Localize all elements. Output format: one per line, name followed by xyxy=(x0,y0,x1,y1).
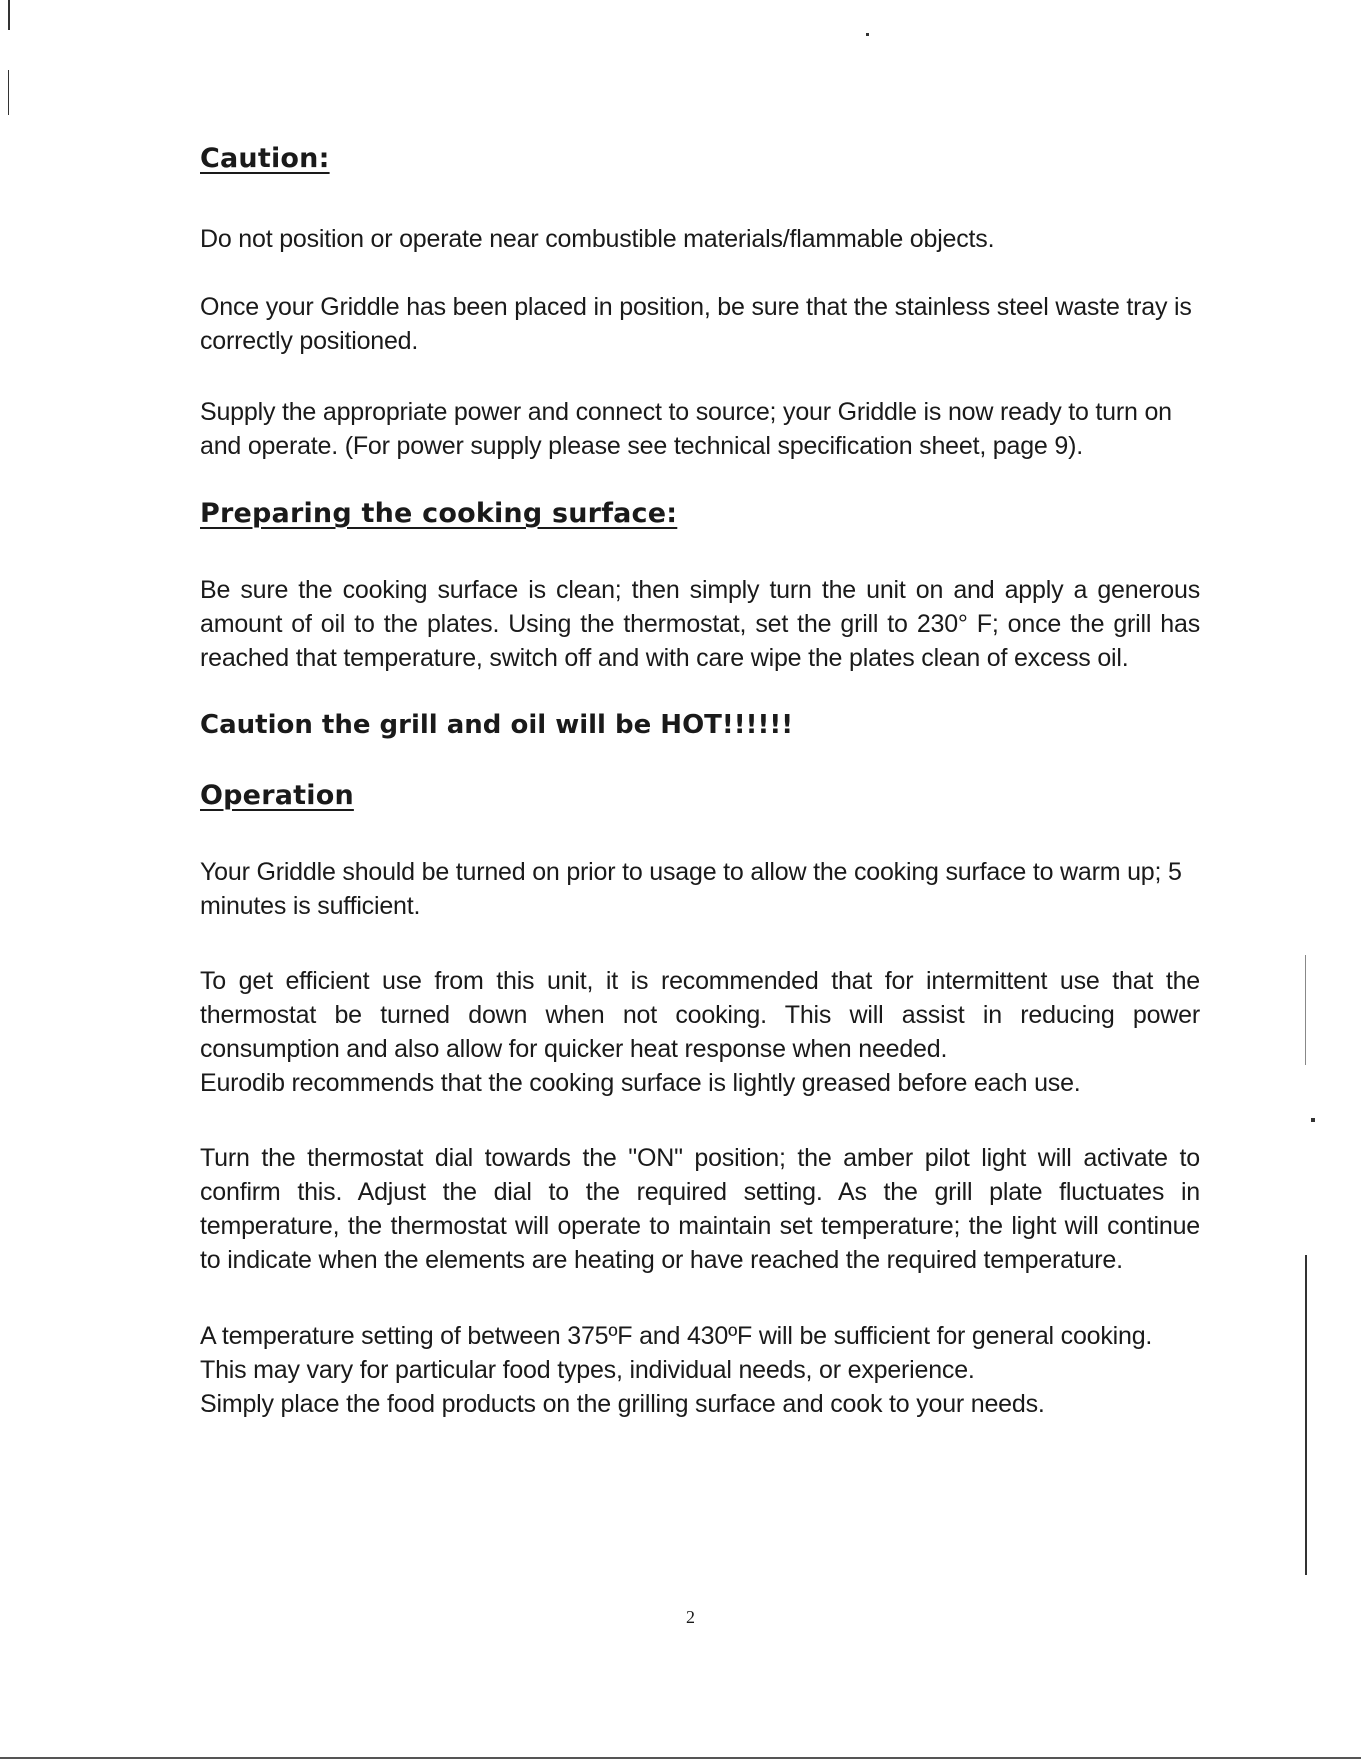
bottom-rule xyxy=(0,1757,1361,1759)
operation-para-6 xyxy=(200,1387,1200,1421)
operation-para-4 xyxy=(200,1141,1200,1277)
caution-para-1 xyxy=(200,222,1200,256)
preparing-paragraph: Be sure the cooking surface is clean; then simply turn the unit on and apply a generous amount of oil to the plates. Using the thermostat, set the grill to 230° F; once the grill has reached that temperature, switch off and with care wipe the plates clean of excess oil. xyxy=(200,576,1200,672)
operation-para-3 xyxy=(200,1066,1200,1100)
scan-mark-right xyxy=(1305,955,1306,1065)
operation-paragraph: A temperature setting of between 375ºF and 430ºF will be sufficient for general cooking. This may vary for particular food types, individual needs, or experience. xyxy=(200,1322,1153,1384)
preparing-para xyxy=(200,573,1200,675)
hot-warning-block xyxy=(200,710,1200,740)
page-number: 2 xyxy=(686,1607,695,1627)
scan-mark-left-2 xyxy=(8,70,9,115)
caution-para-3 xyxy=(200,395,1200,463)
operation-paragraph: Turn the thermostat dial towards the "ON" position; the amber pilot light will activate to confirm this. Adjust the dial to the required setting. As the grill plate fluctuates in temperature, the thermostat will operate to maintain set temperature; the light will continue to indicate when the elements are heating or have reached the required temperature. xyxy=(200,1144,1200,1274)
hot-warning: Caution the grill and oil will be HOT!!!!!! xyxy=(200,710,794,740)
caution-section xyxy=(200,143,1200,174)
operation-para-2 xyxy=(200,964,1200,1066)
scan-dot-2 xyxy=(1311,1118,1315,1122)
preparing-section xyxy=(200,498,1200,529)
caution-paragraph: Supply the appropriate power and connect to source; your Griddle is now ready to turn on and operate. (For power supply please see technical specification sheet, page 9). xyxy=(200,398,1172,460)
operation-paragraph: Eurodib recommends that the cooking surface is lightly greased before each use. xyxy=(200,1069,1081,1097)
caution-paragraph: Do not position or operate near combustible materials/flammable objects. xyxy=(200,225,995,253)
caution-para-2 xyxy=(200,290,1200,358)
scan-mark-right-2 xyxy=(1305,1255,1307,1575)
caution-heading: Caution: xyxy=(200,143,330,174)
operation-heading: Operation xyxy=(200,780,354,811)
operation-paragraph: Simply place the food products on the grilling surface and cook to your needs. xyxy=(200,1390,1045,1418)
operation-paragraph: To get efficient use from this unit, it is recommended that for intermittent use that the thermostat be turned down when not cooking. This will assist in reducing power consumption and also allow for quicker heat response when needed. xyxy=(200,967,1200,1063)
caution-paragraph: Once your Griddle has been placed in position, be sure that the stainless steel waste tray is correctly positioned. xyxy=(200,293,1192,355)
operation-para-1 xyxy=(200,855,1200,923)
preparing-heading: Preparing the cooking surface: xyxy=(200,498,678,529)
scan-mark-left xyxy=(8,0,10,30)
scan-dot-1 xyxy=(866,33,869,36)
operation-para-5 xyxy=(200,1319,1200,1387)
operation-paragraph: Your Griddle should be turned on prior to usage to allow the cooking surface to warm up; 5 minutes is sufficient. xyxy=(200,858,1182,920)
operation-section xyxy=(200,780,1200,811)
